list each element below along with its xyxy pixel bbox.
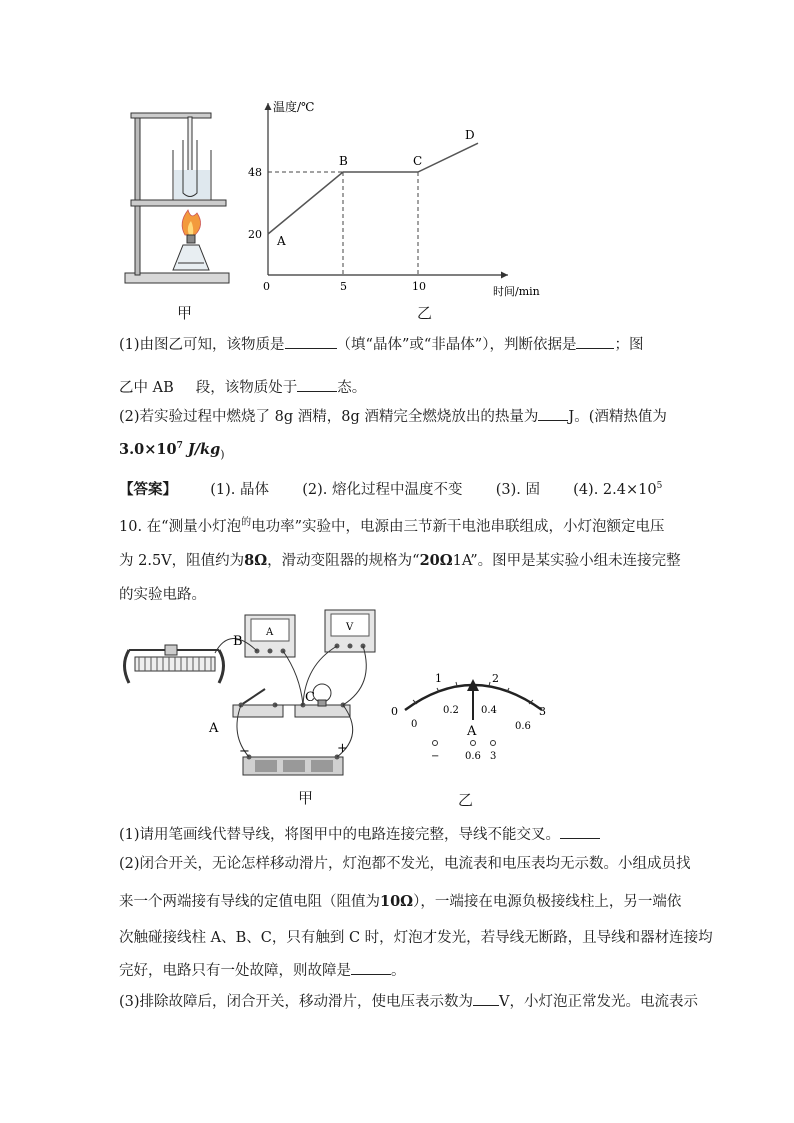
answer-blank[interactable] (297, 379, 337, 392)
dial-top-2: 2 (492, 672, 499, 685)
dial-top-0: 0 (391, 705, 398, 718)
dial-bottom-02: 0.2 (443, 705, 459, 716)
figure-2 (115, 605, 575, 815)
q10-part3: (3)排除故障后，闭合开关，移动滑片，使电压表示数为 V，小灯泡正常发光。电流表示 (119, 994, 699, 1010)
answer-item-4: (4). 2.4×10 (573, 482, 657, 498)
x-axis-label: 时间/min (493, 285, 540, 298)
answer-blank[interactable] (538, 408, 568, 421)
y-axis-label: 温度/℃ (273, 100, 315, 114)
q10-part2-line3: 次触碰接线柱 A、B、C，只有触到 C 时，灯泡才发光，若导线无断路，且导线和器材连接均 (119, 930, 713, 946)
point-b-label: B (339, 154, 348, 168)
dial-top-3: 3 (539, 705, 546, 718)
q10-line3: 的实验电路。 (119, 587, 206, 603)
label-c: C (305, 690, 315, 705)
label-pos: + (337, 741, 348, 756)
figure-1 (115, 95, 555, 325)
dial-bottom-04: 0.4 (481, 705, 497, 716)
terminal-06: 0.6 (465, 751, 481, 762)
point-c-label: C (413, 154, 423, 168)
answer-item-3: (3). 固 (495, 482, 540, 498)
y-tick-48: 48 (248, 166, 262, 179)
answer-blank[interactable] (285, 336, 337, 349)
answer-line: 【答案】 (1). 晶体 (2). 熔化过程中温度不变 (3). 固 (4). $2.4\times 10^5$ (119, 481, 663, 498)
svg-text:A: A (266, 627, 274, 638)
q10-part1: (1)请用笔画线代替导线，将图甲中的电路连接完整，导线不能交叉。 (119, 823, 600, 844)
heat-value: 3.0×10 (119, 441, 177, 458)
battery (243, 755, 343, 776)
q10-part2-line2: 来一个两端接有导线的定值电阻（阻值为10Ω），一端接在电源负极接线柱上，另一端依 (119, 893, 682, 910)
q9-part1-line2: 乙中 AB 段，该物质处于 态。 (119, 380, 367, 396)
figure-2-label-right: 乙 (458, 791, 474, 809)
switch (233, 689, 283, 717)
q10-line2: 为 2.5V，阻值约为8Ω，滑动变阻器的规格为“20Ω1A”。图甲是某实验小组未连接完整 (119, 552, 681, 569)
label-b: B (233, 634, 243, 649)
origin-label: 0 (263, 280, 270, 293)
terminal-neg: − (431, 751, 440, 762)
ammeter-dial (387, 665, 562, 775)
point-a-label: A (277, 234, 286, 248)
figure-1-label-left: 甲 (177, 304, 193, 322)
dial-bottom-0: 0 (411, 719, 418, 730)
terminal-3: 3 (490, 751, 497, 762)
figure-2-label-left: 甲 (298, 789, 314, 807)
temperature-curve (268, 143, 478, 234)
y-tick-20: 20 (248, 228, 262, 241)
figure-1-label-right: 乙 (417, 304, 433, 322)
dial-unit: A (467, 724, 477, 739)
svg-text:V: V (346, 622, 354, 633)
answer-blank[interactable] (473, 993, 499, 1006)
q9-part2-line1: (2)若实验过程中燃烧了 8g 酒精，8g 酒精完全燃烧放出的热量为 J。(酒精热值为 (119, 409, 667, 425)
q10-line1: 10. 在“测量小灯泡$^的$电功率”实验中，电源由三节新干电池串联组成，小灯泡额定电压 (119, 517, 665, 535)
answer-item-1: (1). 晶体 (210, 482, 269, 498)
dial-bottom-06: 0.6 (515, 721, 531, 732)
heating-apparatus-illustration (123, 105, 233, 290)
q10-part2-line4: 完好，电路只有一处故障，则故障是 。 (119, 963, 406, 979)
answer-blank[interactable] (560, 826, 600, 839)
rheostat (125, 645, 224, 683)
circuit-illustration (115, 605, 418, 785)
answer-item-2: (2). 熔化过程中温度不变 (302, 482, 463, 498)
answer-tag: 【答案】 (119, 481, 177, 498)
dial-top-1: 1 (435, 672, 442, 685)
x-tick-5: 5 (340, 280, 347, 293)
temperature-time-graph (243, 95, 555, 300)
point-d-label: D (465, 128, 475, 142)
ammeter (245, 615, 295, 657)
q9-part2-line2: $3.0\times 10^7$ $J/kg_)$ (119, 441, 225, 461)
label-neg: − (239, 744, 250, 759)
q9-part1-line1: (1)由图乙可知，该物质是 （填“晶体”或“非晶体”），判断依据是 ；图 (119, 337, 644, 353)
x-tick-10: 10 (412, 280, 426, 293)
answer-blank[interactable] (351, 962, 391, 975)
answer-blank[interactable] (576, 336, 614, 349)
voltmeter (325, 610, 375, 652)
label-a: A (209, 721, 219, 736)
q10-part2-line1: (2)闭合开关，无论怎样移动滑片，灯泡都不发光，电流表和电压表均无示数。小组成员找 (119, 856, 691, 872)
